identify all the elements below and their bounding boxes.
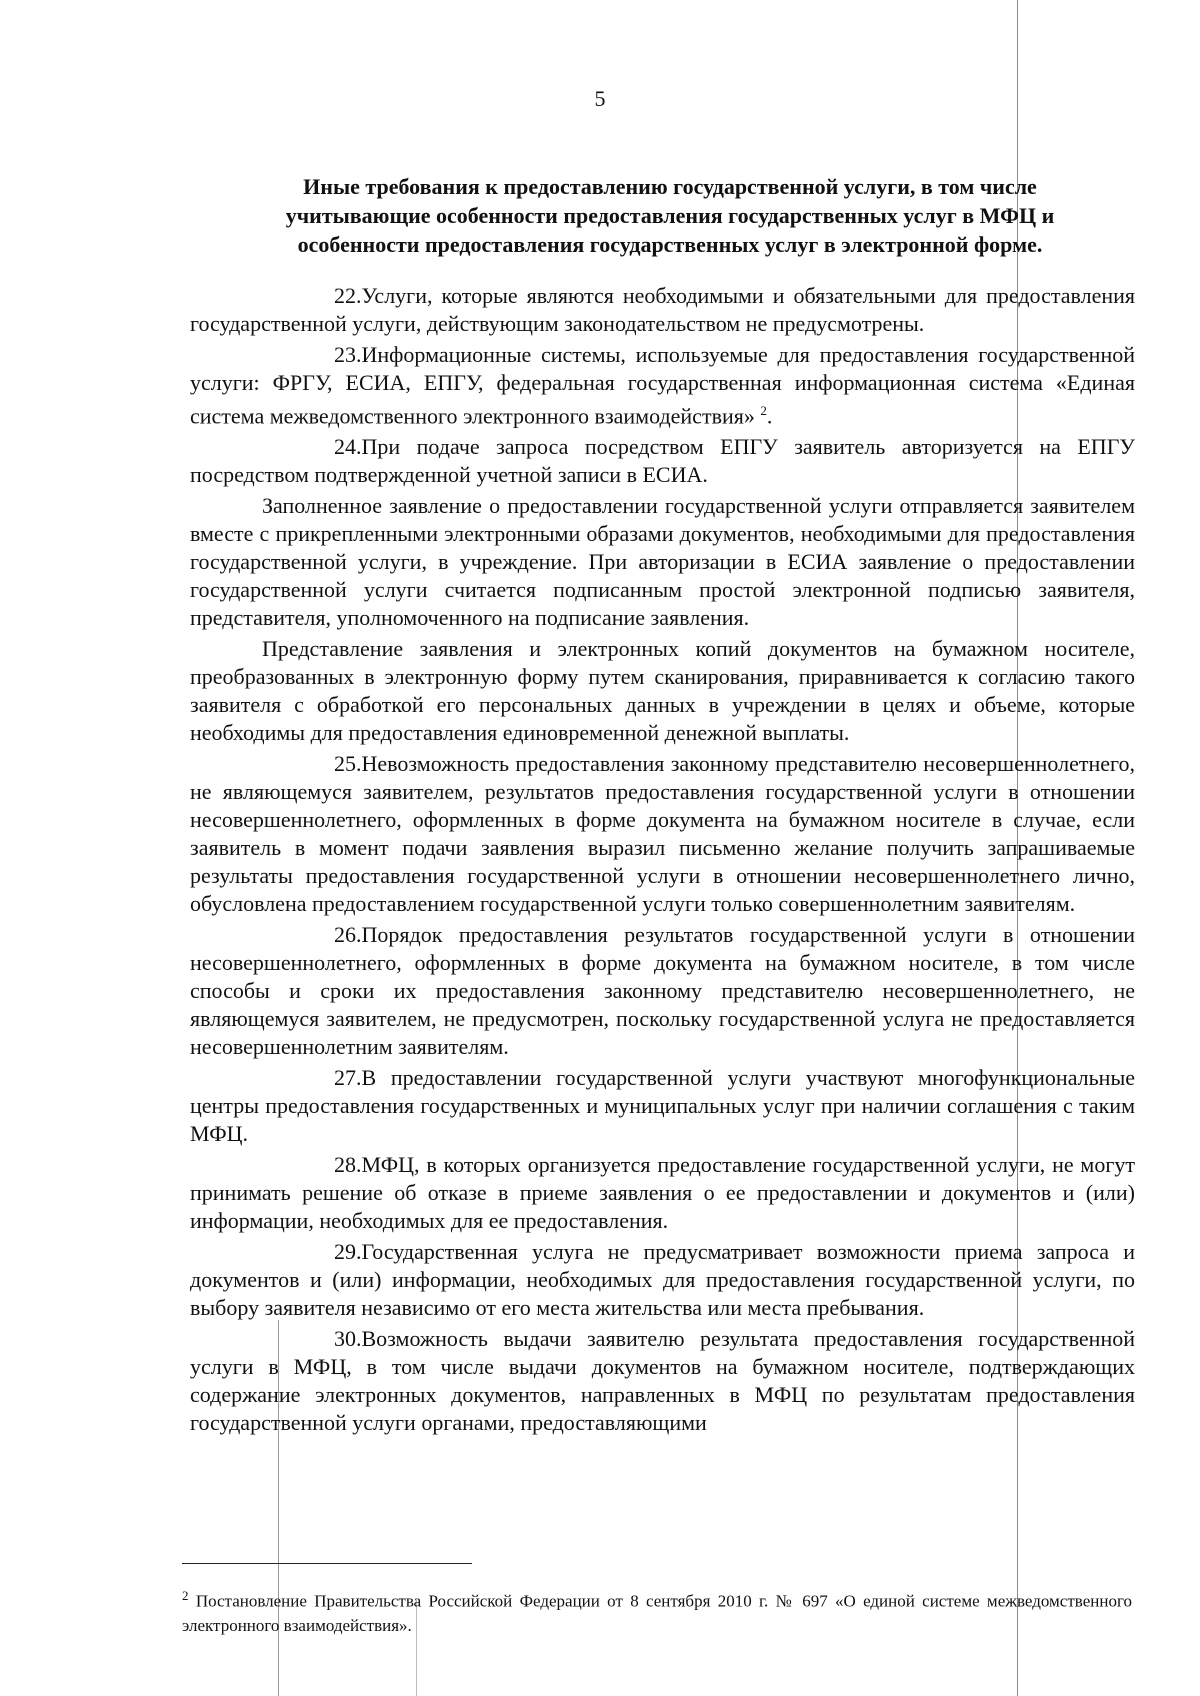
paragraph: [190, 750, 1135, 918]
paragraph: [190, 1151, 1135, 1235]
paragraph: [190, 433, 1135, 489]
paragraph: [190, 492, 1135, 632]
paragraph-number: 24.: [334, 434, 362, 460]
paragraph-text: Информационные системы, используемые для предоставления государственной услуги: ФРГУ, ЕСИА, ЕПГУ, федеральная государственная информационная система «Единая система межведомственного электронного взаимодействия»: [190, 342, 1135, 429]
footnote-text: Постановление Правительства Российской Федерации от 8 сентября 2010 г. № 697 «О единой системе межведомственного электронного взаимодействия».: [182, 1591, 1133, 1635]
paragraph: [190, 1325, 1135, 1437]
paragraph: [190, 341, 1135, 430]
footnote-mark: 2: [182, 1588, 189, 1603]
paragraph: [190, 1064, 1135, 1148]
paragraph-number: 25.: [334, 751, 362, 777]
paragraph-number: 22.: [334, 283, 362, 308]
footnote-reference: 2: [760, 403, 767, 418]
paragraph: [190, 921, 1135, 1061]
paragraph-text: Заполненное заявление о предоставлении государственной услуги отправляется заявителем вместе с прикрепленными электронными образами документов, необходимыми для предоставления государственной услуги, в учреждение. При авторизации в ЕСИА заявление о предоставлении государственной услуги считается подписанным простой электронной подписью заявителя, представителя, уполномоченного на подписание заявления.: [190, 493, 1135, 631]
paragraph-number: 23.: [334, 342, 362, 367]
paragraph-text: Возможность выдачи заявителю результата предоставления государственной услуги в МФЦ, в том числе выдачи документов на бумажном носителе, подтверждающих содержание электронных документов, направленных в МФЦ по результатам предоставления государственной услуги органами, предоставляющими: [190, 1326, 1135, 1436]
paragraph-text: Невозможность предоставления законному представителю несовершеннолетнего, не являющемуся заявителем, результатов предоставления государственной услуги в отношении несовершеннолетнего, оформленных в форме документа на бумажном носителе в случае, если заявитель в момент подачи заявления выразил письменно желание получить запрашиваемые результаты предоставления государственной услуги в отношении несовершеннолетнего лично, обусловлена предоставлением государственной услуги только совершеннолетним заявителям.: [190, 751, 1135, 917]
paragraph: [190, 282, 1135, 338]
footnote-divider: [182, 1563, 472, 1564]
paragraph-number: 28.: [334, 1152, 362, 1178]
paragraph-text: Государственная услуга не предусматривает возможности приема запроса и документов и (или) информации, необходимых для предоставления государственной услуги, по выбору заявителя независимо от его места жительства или места пребывания.: [190, 1239, 1135, 1321]
paragraph-number: 27.: [334, 1065, 362, 1091]
paragraph-text: Услуги, которые являются необходимыми и обязательными для предоставления государственной услуги, действующим законодательством не предусмотрены.: [190, 283, 1135, 336]
paragraph-text: В предоставлении государственной услуги участвуют многофункциональные центры предоставления государственных и муниципальных услуг при наличии соглашения с таким МФЦ.: [190, 1065, 1135, 1147]
footnote: [182, 1584, 1132, 1638]
paragraph-text: МФЦ, в которых организуется предоставление государственной услуги, не могут принимать решение об отказе в приеме заявления о ее предоставлении и документов и (или) информации, необходимых для ее предоставления.: [190, 1152, 1135, 1234]
paragraph: [190, 1238, 1135, 1322]
paragraph-text: Представление заявления и электронных копий документов на бумажном носителе, преобразованных в электронную форму путем сканирования, приравнивается к согласию такого заявителя с обработкой его персональных данных в учреждении в целях и объеме, которые необходимы для предоставления единовременной денежной выплаты.: [190, 636, 1135, 746]
paragraph-tail: .: [766, 403, 773, 429]
paragraph-text: Порядок предоставления результатов государственной услуги в отношении несовершеннолетнего, оформленных в форме документа на бумажном носителе, в том числе способы и сроки их предоставления законному представителю несовершеннолетнего, не являющемуся заявителем, не предусмотрен, поскольку государственной услуга не предоставляется несовершеннолетним заявителям.: [190, 922, 1135, 1060]
paragraph-number: 26.: [334, 922, 362, 948]
page-number: 5: [594, 86, 606, 111]
paragraph: [190, 635, 1135, 747]
document-body: [190, 282, 1135, 1440]
section-heading: Иные требования к предоставлению государственной услуги, в том числе учитывающие особенности предоставления государственных услуг в МФЦ и особенности предоставления государственных услуг в электронной форме.: [285, 174, 1055, 257]
paragraph-number: 29.: [334, 1239, 362, 1265]
paragraph-number: 30.: [334, 1326, 362, 1352]
paragraph-text: При подаче запроса посредством ЕПГУ заявитель авторизуется на ЕПГУ посредством подтвержденной учетной записи в ЕСИА.: [190, 434, 1135, 488]
